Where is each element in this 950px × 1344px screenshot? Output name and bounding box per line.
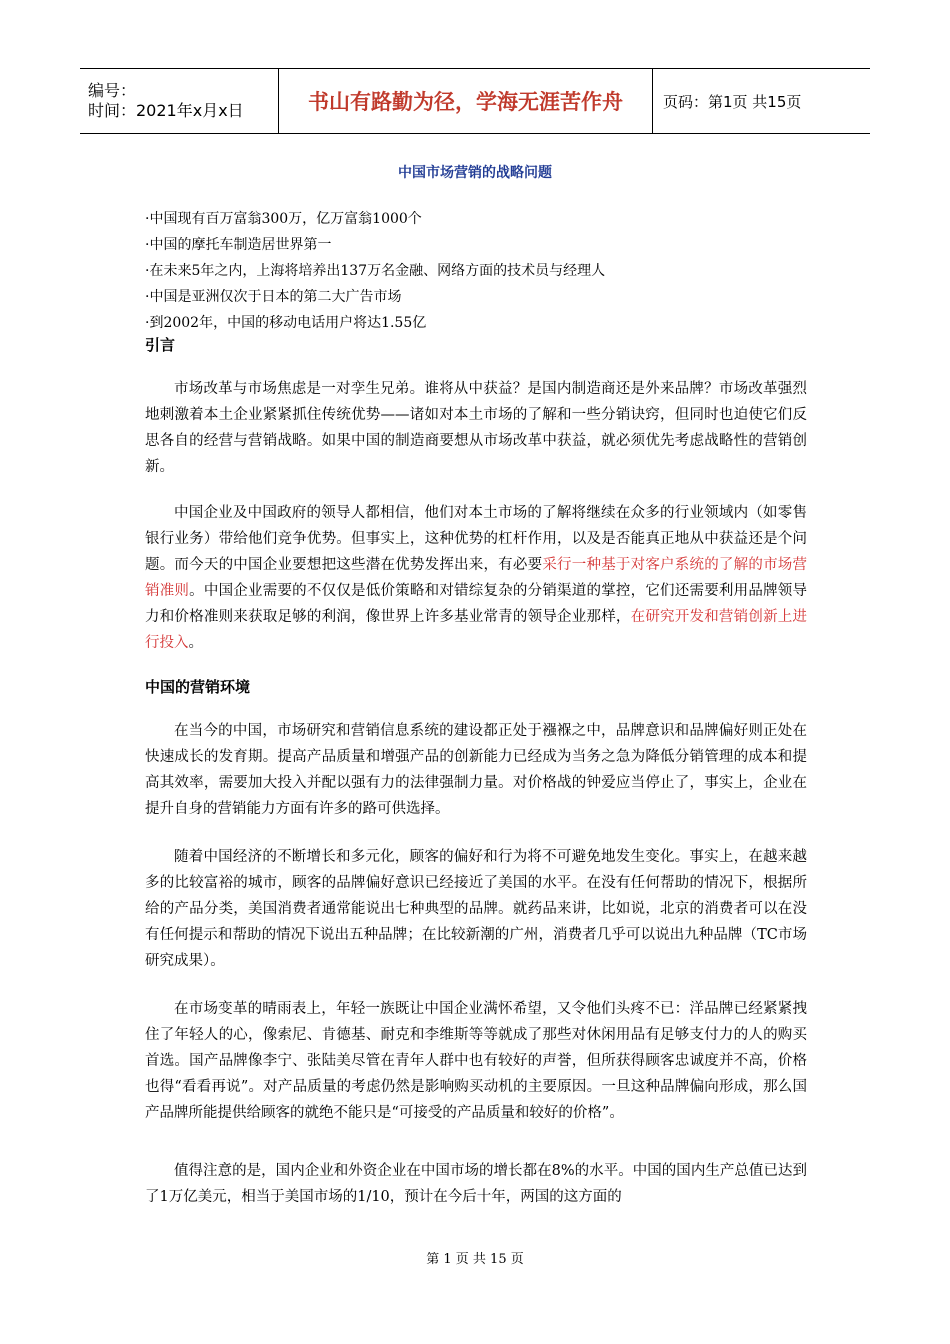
bullet-item: ·在未来5年之内，上海将培养出137万名金融、网络方面的技术员与经理人 xyxy=(145,263,606,279)
number-label: 编号： xyxy=(88,81,137,100)
page-header xyxy=(80,68,870,134)
document-title: 中国市场营销的战略问题 xyxy=(398,165,552,181)
paragraph-2-text-b: 。中国企业需要的不仅仅是低价策略和对错综复杂的分销渠道的掌控，它们还需要利用品牌领导力和价格准则来获取足够的利润，像世界上许多基业常青的领导企业那样， xyxy=(145,583,808,625)
paragraph-2-highlight-2: 在研究开发和营销创新上进行投入 xyxy=(145,609,807,651)
motto: 书山有路勤为径，学海无涯苦作舟 xyxy=(308,90,623,114)
paragraph-2-text-a: 中国企业及中国政府的领导人都相信，他们对本土市场的了解将继续在众多的行业领域内（如零售银行业务）带给他们竞争优势。但事实上，这种优势的杠杆作用，以及是否能真正地从中获益还是个问题。而今天的中国企业要想把这些潜在优势发挥出来，有必要 xyxy=(145,505,807,573)
bullet-list xyxy=(145,206,605,336)
header-page-cell xyxy=(653,69,801,133)
heading-marketing-environment: 中国的营销环境 xyxy=(145,678,251,696)
paragraph-2 xyxy=(145,500,807,656)
bullet-item: ·中国的摩托车制造居世界第一 xyxy=(145,237,332,253)
paragraph-5: 在市场变革的晴雨表上，年轻一族既让中国企业满怀希望，又令他们头疼不已：洋品牌已经紧紧拽住了年轻人的心，像索尼、肯德基、耐克和李维斯等等就成了那些对休闲用品有足够支付力的人的购买首选。国产品牌像李宁、张陆美尽管在青年人群中也有较好的声誉，但所获得顾客忠诚度并不高，价格也得“看看再说”。对产品质量的考虑仍然是影响购买动机的主要原因。一旦这种品牌偏向形成，那么国产品牌所能提供给顾客的就绝不能只是“可接受的产品质量和较好的价格”。 xyxy=(145,1001,807,1121)
date-label: 时间：2021年x月x日 xyxy=(88,101,244,120)
page-label: 页码：第1页 共15页 xyxy=(663,92,802,111)
paragraph-2-text-c: 。 xyxy=(188,635,203,651)
bullet-item: ·到2002年，中国的移动电话用户将达1.55亿 xyxy=(145,315,427,331)
bullet-item: ·中国是亚洲仅次于日本的第二大广告市场 xyxy=(145,289,402,305)
bullet-item: ·中国现有百万富翁300万，亿万富翁1000个 xyxy=(145,211,422,227)
header-motto-cell xyxy=(278,69,653,133)
paragraph-2-highlight-1: 采行一种基于对客户系统的了解的市场营销准则 xyxy=(145,557,807,599)
page-footer: 第 1 页 共 15 页 xyxy=(426,1252,524,1267)
paragraph-6: 值得注意的是，国内企业和外资企业在中国市场的增长都在8%的水平。中国的国内生产总值已达到了1万亿美元，相当于美国市场的1/10，预计在今后十年，两国的这方面的 xyxy=(145,1163,807,1205)
paragraph-4: 随着中国经济的不断增长和多元化，顾客的偏好和行为将不可避免地发生变化。事实上，在越来越多的比较富裕的城市，顾客的品牌偏好意识已经接近了美国的水平。在没有任何帮助的情况下，根据所给的产品分类，美国消费者通常能说出七种典型的品牌。就药品来讲，比如说，北京的消费者可以在没有任何提示和帮助的情况下说出五种品牌；在比较新潮的广州，消费者几乎可以说出九种品牌（TC市场研究成果）。 xyxy=(145,849,807,969)
paragraph-3: 在当今的中国，市场研究和营销信息系统的建设都正处于襁褓之中，品牌意识和品牌偏好则正处在快速成长的发育期。提高产品质量和增强产品的创新能力已经成为当务之急为降低分销管理的成本和提高其效率，需要加大投入并配以强有力的法律强制力量。对价格战的钟爱应当停止了，事实上，企业在提升自身的营销能力方面有许多的路可供选择。 xyxy=(145,723,807,817)
header-info xyxy=(80,69,278,133)
paragraph-1: 市场改革与市场焦虑是一对孪生兄弟。谁将从中获益？是国内制造商还是外来品牌？市场改革强烈地刺激着本土企业紧紧抓住传统优势——诸如对本土市场的了解和一些分销诀窍，但同时也迫使它们反思各自的经营与营销战略。如果中国的制造商要想从市场改革中获益，就必须优先考虑战略性的营销创新。 xyxy=(145,381,807,475)
heading-intro: 引言 xyxy=(145,336,176,354)
